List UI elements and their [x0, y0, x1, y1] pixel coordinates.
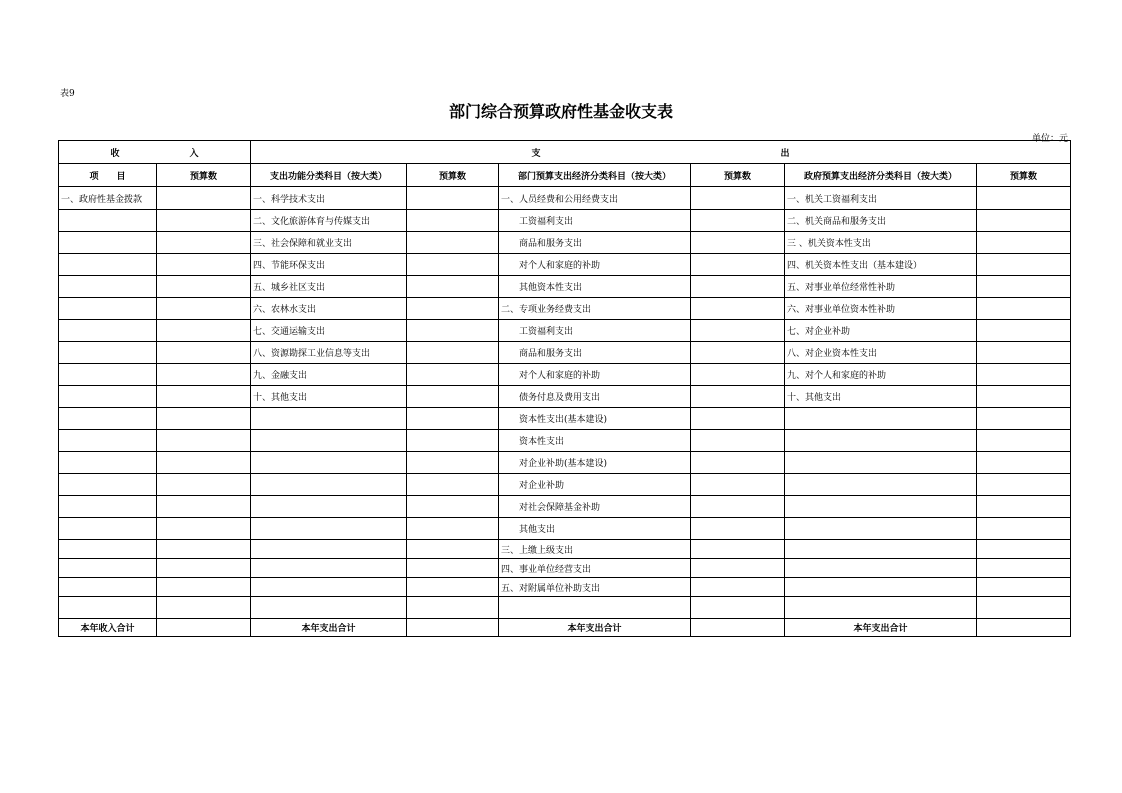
gov-category-cell: 九、对个人和家庭的补助 — [785, 364, 977, 386]
func-budget-cell — [407, 474, 499, 496]
gov-category-cell — [785, 578, 977, 597]
gov-category-cell — [785, 452, 977, 474]
gov-category-cell: 四、机关资本性支出（基本建设） — [785, 254, 977, 276]
func-budget-cell — [407, 342, 499, 364]
func-category-cell — [251, 578, 407, 597]
func-budget-cell — [407, 386, 499, 408]
dept-budget-cell — [691, 210, 785, 232]
func-category-cell: 四、节能环保支出 — [251, 254, 407, 276]
table-row — [59, 320, 1071, 342]
income-item-cell — [59, 452, 157, 474]
gov-budget-cell — [977, 232, 1071, 254]
dept-budget-cell — [691, 559, 785, 578]
func-category-cell — [251, 597, 407, 619]
dept-category-cell: 三、上缴上级支出 — [499, 540, 691, 559]
func-category-cell: 二、文化旅游体育与传媒支出 — [251, 210, 407, 232]
gov-budget-cell — [977, 320, 1071, 342]
income-budget-cell — [157, 430, 251, 452]
table-row — [59, 254, 1071, 276]
dept-category-cell: 对个人和家庭的补助 — [499, 254, 691, 276]
func-budget-cell — [407, 430, 499, 452]
table-row — [59, 474, 1071, 496]
dept-budget-cell — [691, 364, 785, 386]
gov-category-cell: 六、对事业单位资本性补助 — [785, 298, 977, 320]
income-budget-cell — [157, 364, 251, 386]
dept-category-cell: 债务付息及费用支出 — [499, 386, 691, 408]
dept-budget-cell — [691, 342, 785, 364]
dept-category-cell — [499, 597, 691, 619]
func-budget-cell — [407, 518, 499, 540]
page-title: 部门综合预算政府性基金收支表 — [448, 102, 673, 121]
table-row — [59, 518, 1071, 540]
dept-category-cell: 对个人和家庭的补助 — [499, 364, 691, 386]
func-category-cell — [251, 474, 407, 496]
gov-budget-cell — [977, 496, 1071, 518]
dept-budget-cell — [691, 187, 785, 210]
income-item-cell — [59, 408, 157, 430]
income-item-cell — [59, 559, 157, 578]
dept-category-cell: 工资福利支出 — [499, 210, 691, 232]
income-budget-cell — [157, 187, 251, 210]
gov-category-cell — [785, 408, 977, 430]
gov-budget-cell — [977, 597, 1071, 619]
gov-budget-cell — [977, 187, 1071, 210]
income-item-cell — [59, 474, 157, 496]
dept-budget-cell — [691, 408, 785, 430]
dept-category-cell: 商品和服务支出 — [499, 232, 691, 254]
gov-budget-cell — [977, 276, 1071, 298]
gov-budget-cell — [977, 254, 1071, 276]
func-budget-cell — [407, 408, 499, 430]
table-row — [59, 210, 1071, 232]
income-item-cell — [59, 232, 157, 254]
income-budget-cell — [157, 559, 251, 578]
gov-category-cell — [785, 496, 977, 518]
col-dept-category: 部门预算支出经济分类科目（按大类） — [499, 164, 691, 187]
func-category-cell: 六、农林水支出 — [251, 298, 407, 320]
func-category-cell — [251, 559, 407, 578]
gov-budget-cell — [977, 540, 1071, 559]
income-item-cell — [59, 496, 157, 518]
gov-category-cell: 一、机关工资福利支出 — [785, 187, 977, 210]
income-item-cell — [59, 364, 157, 386]
func-category-cell: 七、交通运输支出 — [251, 320, 407, 342]
income-total-label: 本年收入合计 — [59, 619, 157, 637]
dept-category-cell: 工资福利支出 — [499, 320, 691, 342]
func-category-cell — [251, 518, 407, 540]
func-budget-cell — [407, 578, 499, 597]
gov-budget-cell — [977, 210, 1071, 232]
dept-budget-cell — [691, 496, 785, 518]
income-budget-cell — [157, 254, 251, 276]
dept-category-cell: 其他支出 — [499, 518, 691, 540]
dept-category-cell: 对企业补助(基本建设) — [499, 452, 691, 474]
dept-category-cell: 其他资本性支出 — [499, 276, 691, 298]
col-func-budget: 预算数 — [407, 164, 499, 187]
func-category-cell: 十、其他支出 — [251, 386, 407, 408]
income-budget-cell — [157, 232, 251, 254]
dept-budget-cell — [691, 232, 785, 254]
func-budget-cell — [407, 559, 499, 578]
table-row — [59, 430, 1071, 452]
income-item-cell — [59, 578, 157, 597]
col-dept-budget: 预算数 — [691, 164, 785, 187]
func-category-cell — [251, 430, 407, 452]
gov-category-cell: 八、对企业资本性支出 — [785, 342, 977, 364]
dept-budget-cell — [691, 298, 785, 320]
gov-category-cell: 三 、机关资本性支出 — [785, 232, 977, 254]
table-number: 表9 — [60, 89, 75, 99]
gov-category-cell — [785, 540, 977, 559]
dept-budget-cell — [691, 578, 785, 597]
income-item-cell — [59, 430, 157, 452]
gov-budget-cell — [977, 559, 1071, 578]
income-item-cell — [59, 276, 157, 298]
func-category-cell — [251, 496, 407, 518]
dept-total-value — [691, 619, 785, 637]
dept-category-cell: 资本性支出(基本建设) — [499, 408, 691, 430]
income-item-cell — [59, 518, 157, 540]
table-row — [59, 232, 1071, 254]
dept-category-cell: 对社会保障基金补助 — [499, 496, 691, 518]
func-budget-cell — [407, 232, 499, 254]
dept-budget-cell — [691, 386, 785, 408]
header-row-section — [59, 141, 1071, 164]
table-row — [59, 597, 1071, 619]
gov-category-cell — [785, 559, 977, 578]
income-item-cell — [59, 342, 157, 364]
gov-budget-cell — [977, 430, 1071, 452]
income-budget-cell — [157, 597, 251, 619]
table-row — [59, 364, 1071, 386]
income-section-header: 收 入 — [59, 141, 251, 164]
budget-table — [58, 140, 1071, 637]
func-budget-cell — [407, 298, 499, 320]
dept-budget-cell — [691, 518, 785, 540]
func-budget-cell — [407, 320, 499, 342]
income-item-cell — [59, 597, 157, 619]
dept-budget-cell — [691, 597, 785, 619]
dept-category-cell: 资本性支出 — [499, 430, 691, 452]
table-row — [59, 187, 1071, 210]
gov-budget-cell — [977, 474, 1071, 496]
income-item-cell — [59, 298, 157, 320]
dept-budget-cell — [691, 452, 785, 474]
income-item-cell — [59, 254, 157, 276]
income-budget-cell — [157, 386, 251, 408]
table-row — [59, 540, 1071, 559]
dept-total-label: 本年支出合计 — [499, 619, 691, 637]
func-category-cell — [251, 540, 407, 559]
income-budget-cell — [157, 474, 251, 496]
gov-budget-cell — [977, 452, 1071, 474]
table-row — [59, 559, 1071, 578]
header-row-columns — [59, 164, 1071, 187]
dept-budget-cell — [691, 320, 785, 342]
gov-category-cell: 五、对事业单位经常性补助 — [785, 276, 977, 298]
gov-category-cell — [785, 597, 977, 619]
gov-category-cell — [785, 430, 977, 452]
expense-section-header: 支 出 — [251, 141, 1071, 164]
func-total-label: 本年支出合计 — [251, 619, 407, 637]
gov-category-cell: 二、机关商品和服务支出 — [785, 210, 977, 232]
gov-budget-cell — [977, 578, 1071, 597]
income-budget-cell — [157, 540, 251, 559]
totals-row — [59, 619, 1071, 637]
income-budget-cell — [157, 518, 251, 540]
dept-category-cell: 一、人员经费和公用经费支出 — [499, 187, 691, 210]
gov-budget-cell — [977, 364, 1071, 386]
gov-category-cell — [785, 518, 977, 540]
income-item-cell — [59, 540, 157, 559]
gov-budget-cell — [977, 386, 1071, 408]
income-budget-cell — [157, 496, 251, 518]
income-total-value — [157, 619, 251, 637]
func-category-cell — [251, 452, 407, 474]
func-category-cell: 一、科学技术支出 — [251, 187, 407, 210]
gov-category-cell: 七、对企业补助 — [785, 320, 977, 342]
income-budget-cell — [157, 408, 251, 430]
func-category-cell — [251, 408, 407, 430]
gov-budget-cell — [977, 298, 1071, 320]
income-item-cell — [59, 320, 157, 342]
gov-category-cell: 十、其他支出 — [785, 386, 977, 408]
func-category-cell: 九、金融支出 — [251, 364, 407, 386]
gov-budget-cell — [977, 408, 1071, 430]
func-budget-cell — [407, 496, 499, 518]
income-budget-cell — [157, 298, 251, 320]
gov-total-value — [977, 619, 1071, 637]
gov-category-cell — [785, 474, 977, 496]
dept-category-cell: 五、对附属单位补助支出 — [499, 578, 691, 597]
income-item-cell — [59, 210, 157, 232]
col-gov-budget: 预算数 — [977, 164, 1071, 187]
income-item-cell — [59, 386, 157, 408]
table-row — [59, 578, 1071, 597]
table-row — [59, 496, 1071, 518]
gov-budget-cell — [977, 342, 1071, 364]
dept-category-cell: 二、专项业务经费支出 — [499, 298, 691, 320]
func-budget-cell — [407, 276, 499, 298]
income-budget-cell — [157, 276, 251, 298]
func-category-cell: 五、城乡社区支出 — [251, 276, 407, 298]
income-budget-cell — [157, 578, 251, 597]
dept-budget-cell — [691, 540, 785, 559]
table-row — [59, 408, 1071, 430]
dept-category-cell: 对企业补助 — [499, 474, 691, 496]
income-budget-cell — [157, 210, 251, 232]
func-budget-cell — [407, 452, 499, 474]
gov-total-label: 本年支出合计 — [785, 619, 977, 637]
func-budget-cell — [407, 187, 499, 210]
income-budget-cell — [157, 342, 251, 364]
table-row — [59, 298, 1071, 320]
func-category-cell: 八、资源勘探工业信息等支出 — [251, 342, 407, 364]
dept-budget-cell — [691, 474, 785, 496]
func-budget-cell — [407, 540, 499, 559]
col-income-budget: 预算数 — [157, 164, 251, 187]
func-total-value — [407, 619, 499, 637]
dept-budget-cell — [691, 276, 785, 298]
table-row — [59, 386, 1071, 408]
income-budget-cell — [157, 452, 251, 474]
func-budget-cell — [407, 364, 499, 386]
table-row — [59, 452, 1071, 474]
income-item-cell: 一、政府性基金拨款 — [59, 187, 157, 210]
func-category-cell: 三、社会保障和就业支出 — [251, 232, 407, 254]
dept-budget-cell — [691, 430, 785, 452]
gov-budget-cell — [977, 518, 1071, 540]
col-gov-category: 政府预算支出经济分类科目（按大类） — [785, 164, 977, 187]
dept-category-cell: 商品和服务支出 — [499, 342, 691, 364]
col-income-item: 项 目 — [59, 164, 157, 187]
table-row — [59, 342, 1071, 364]
dept-category-cell: 四、事业单位经营支出 — [499, 559, 691, 578]
income-budget-cell — [157, 320, 251, 342]
func-budget-cell — [407, 254, 499, 276]
func-budget-cell — [407, 210, 499, 232]
unit-label: 单位：元 — [1031, 134, 1068, 144]
func-budget-cell — [407, 597, 499, 619]
table-row — [59, 276, 1071, 298]
dept-budget-cell — [691, 254, 785, 276]
col-func-category: 支出功能分类科目（按大类） — [251, 164, 407, 187]
